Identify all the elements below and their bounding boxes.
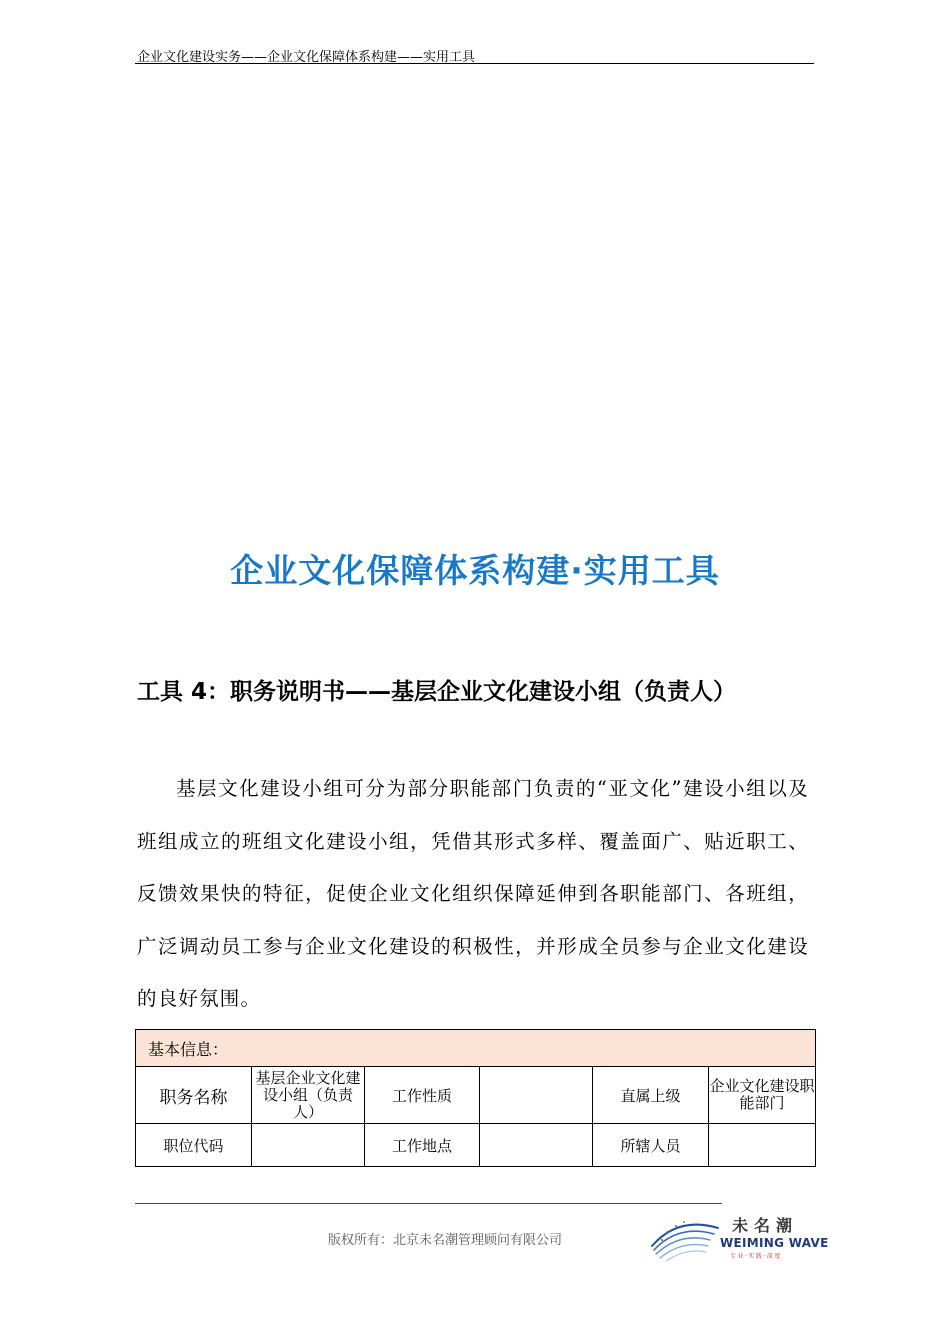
header-rule (135, 63, 814, 64)
work-location-label: 工作地点 (365, 1124, 480, 1167)
logo-tagline: 专业·实践·深度 (730, 1253, 782, 1260)
work-nature-label: 工作性质 (365, 1067, 480, 1124)
position-code-label: 职位代码 (136, 1124, 252, 1167)
table-section-header: 基本信息： (136, 1030, 816, 1067)
footer-copyright: 版权所有：北京未名潮管理顾问有限公司 (327, 1233, 562, 1248)
subordinates-label: 所辖人员 (593, 1124, 709, 1167)
logo-chinese-name: 未名潮 (732, 1216, 799, 1235)
page-header: 企业文化建设实务——企业文化保障体系构建——实用工具 (137, 50, 476, 65)
tool-heading: 工具 4：职务说明书——基层企业文化建设小组（负责人） (137, 679, 737, 705)
intro-paragraph: 基层文化建设小组可分为部分职能部门负责的“亚文化”建设小组以及班组成立的班组文化建设小组，凭借其形式多样、覆盖面广、贴近职工、反馈效果快的特征，促使企业文化组织保障延伸到各职能部门、各班组，广泛调动员工参与企业文化建设的积极性，并形成全员参与企业文化建设的良好氛围。 (137, 777, 809, 1010)
subordinates-value (709, 1124, 816, 1167)
basic-info-table (135, 1029, 816, 1167)
direct-superior-value: 企业文化建设职能部门 (709, 1067, 816, 1124)
job-title-value: 基层企业文化建设小组（负责人） (252, 1067, 365, 1124)
position-code-value (252, 1124, 365, 1167)
work-location-value (480, 1124, 593, 1167)
footer-rule (135, 1203, 722, 1204)
work-nature-value (480, 1067, 593, 1124)
logo-english-name: WEIMING WAVE (720, 1236, 829, 1250)
job-title-label: 职务名称 (136, 1067, 252, 1124)
document-title: 企业文化保障体系构建·实用工具 (230, 551, 720, 590)
direct-superior-label: 直属上级 (593, 1067, 709, 1124)
